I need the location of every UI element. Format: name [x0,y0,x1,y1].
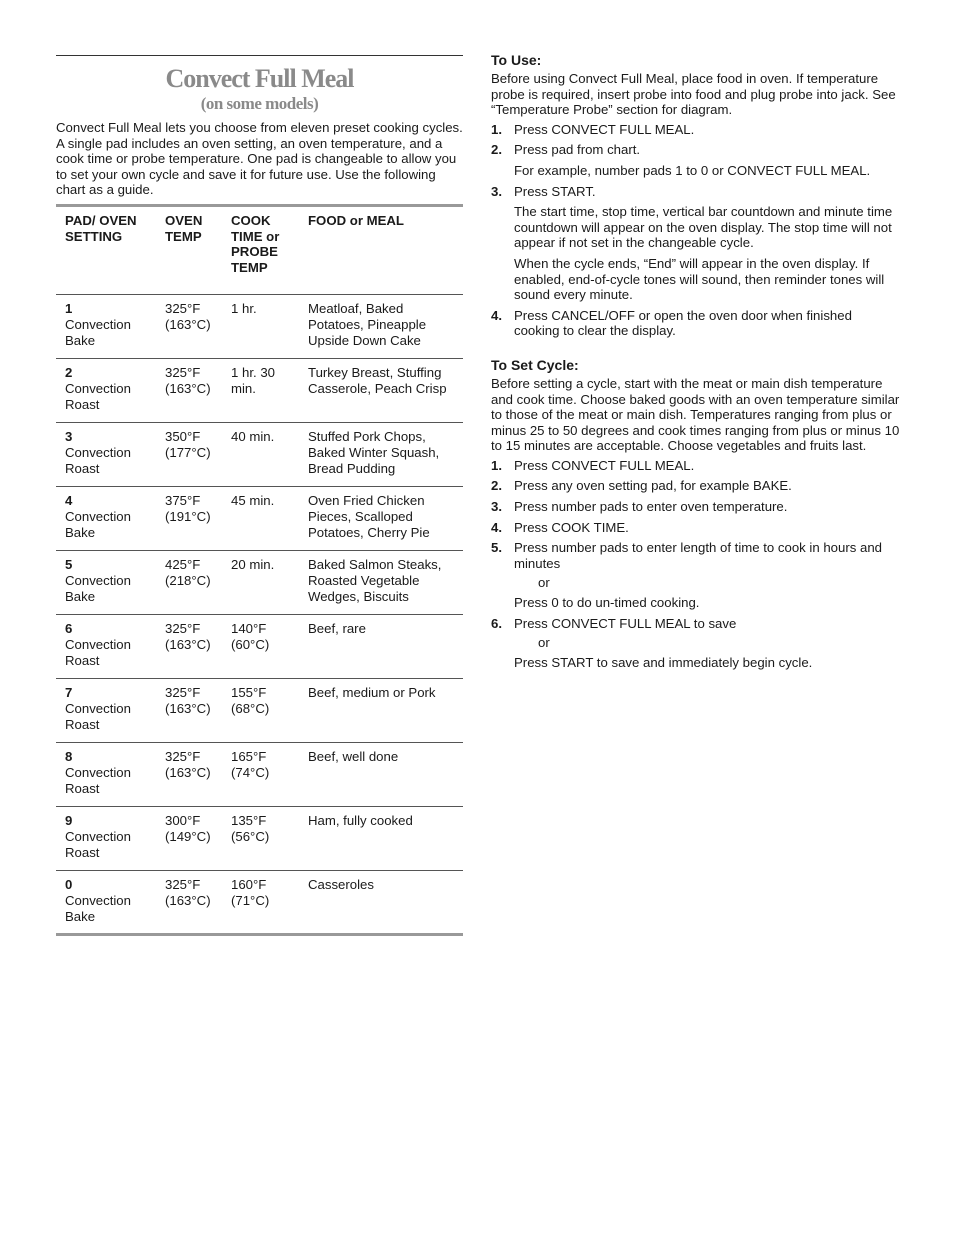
oven-setting: Convection Bake [65,316,131,348]
cell-cook-time: 140°F (60°C) [231,621,270,652]
step-text: Press number pads to enter oven temperature. [514,499,788,515]
step-alt: Press 0 to do un-timed cooking. [514,595,700,611]
cell-oven-temp: 325°F (163°C) [165,301,211,332]
table-row [56,615,463,679]
table-row [56,295,463,359]
cell-oven-temp: 300°F (149°C) [165,813,211,844]
step-note: The start time, stop time, vertical bar countdown and minute time countdown will appear on the oven display. The stop time will not appear if not set in the changeable cycle. [514,204,893,251]
pad-number: 2 [65,365,73,381]
cell-pad-setting [56,615,156,679]
to-set-intro: Before setting a cycle, start with the meat or main dish temperature and cook time. Choose baked goods with an oven temperature similar to those of the meat or main dish. Temperatures ranging from plus or minus 25 to 50 degrees and cook times ranging from plus or minus 10 to 15 minutes are acceptable. Choose vegetables and fruits last. [491,375,900,454]
to-set-heading: To Set Cycle: [491,356,579,373]
header-food: FOOD or MEAL [308,212,404,228]
step-or: or [538,635,550,651]
step-item [491,520,901,536]
oven-setting: Convection Roast [65,700,131,732]
cell-pad-setting [56,551,156,615]
chart-header-row [56,205,463,294]
step-number: 1. [491,457,502,473]
cell-cook-time: 45 min. [231,493,275,509]
cell-oven-temp: 325°F (163°C) [165,749,211,780]
cell-pad-setting [56,743,156,807]
step-number: 4. [491,519,502,535]
step-item [491,122,901,138]
cell-pad-setting [56,871,156,935]
step-number: 3. [491,183,502,199]
pad-number: 9 [65,813,73,829]
table-row [56,551,463,615]
pad-number: 6 [65,621,73,637]
header-cook-time: COOK TIME or PROBE TEMP [231,212,280,275]
oven-setting: Convection Roast [65,380,131,412]
cell-food: Stuffed Pork Chops, Baked Winter Squash, Bread Pudding [308,429,440,476]
cell-oven-temp: 325°F (163°C) [165,685,211,716]
step-number: 2. [491,142,502,158]
step-text: Press any oven setting pad, for example BAKE. [514,478,792,494]
pad-number: 1 [65,301,73,317]
cell-oven-temp: 325°F (163°C) [165,877,211,908]
step-text: Press CONVECT FULL MEAL to save [514,615,737,631]
step-text: Press number pads to enter length of time to cook in hours and minutes [514,540,882,571]
pad-number: 0 [65,877,73,893]
to-use-heading: To Use: [491,52,542,68]
table-row [56,679,463,743]
step-item [491,142,901,178]
table-row [56,807,463,871]
step-number: 4. [491,307,502,323]
step-number: 6. [491,615,502,631]
to-use-steps [491,122,901,339]
oven-setting: Convection Roast [65,764,131,796]
step-item [491,458,901,474]
cell-cook-time: 135°F (56°C) [231,813,270,844]
right-column [491,52,901,675]
cell-food: Oven Fried Chicken Pieces, Scalloped Potatoes, Cherry Pie [308,493,430,540]
cell-food: Meatloaf, Baked Potatoes, Pineapple Upside Down Cake [308,301,427,348]
step-alt: Press START to save and immediately begin cycle. [514,654,813,670]
cell-oven-temp: 375°F (191°C) [165,493,211,524]
step-item [491,478,901,494]
oven-setting: Convection Bake [65,892,131,924]
cell-food: Ham, fully cooked [308,813,413,829]
step-text: Press CONVECT FULL MEAL. [514,457,695,473]
pad-number: 5 [65,557,73,573]
page-title: Convect Full Meal [165,64,354,93]
cell-food: Beef, medium or Pork [308,685,436,701]
cell-food: Baked Salmon Steaks, Roasted Vegetable Wedges, Biscuits [308,557,442,604]
step-item [491,540,901,610]
cell-pad-setting [56,679,156,743]
step-number: 1. [491,121,502,137]
to-use-intro: Before using Convect Full Meal, place food in oven. If temperature probe is required, insert probe into food and plug probe into jack. See “Temperature Probe” section for diagram. [491,71,896,118]
cell-oven-temp: 325°F (163°C) [165,365,211,396]
cell-cook-time: 155°F (68°C) [231,685,270,716]
step-item [491,499,901,515]
intro-paragraph: Convect Full Meal lets you choose from eleven preset cooking cycles. A single pad includes an oven setting, an oven temperature, and a cook time or probe temperature. One pad is changeable to allow you to set your own cycle and save it for future use. Use the following chart as a guide. [56,120,463,198]
cell-food: Beef, well done [308,749,399,765]
step-number: 2. [491,478,502,494]
table-row [56,423,463,487]
cell-pad-setting [56,807,156,871]
oven-setting: Convection Roast [65,828,131,860]
cell-cook-time: 40 min. [231,429,275,445]
pad-number: 4 [65,493,73,509]
table-row [56,359,463,423]
step-item [491,308,901,339]
cell-pad-setting [56,295,156,359]
oven-setting: Convection Roast [65,636,131,668]
step-or: or [538,575,550,591]
table-row [56,871,463,935]
step-number: 5. [491,540,502,556]
cell-pad-setting [56,359,156,423]
cell-food: Turkey Breast, Stuffing Casserole, Peach Crisp [308,365,447,396]
cell-cook-time: 1 hr. [231,301,257,317]
cell-oven-temp: 325°F (163°C) [165,621,211,652]
cell-pad-setting [56,487,156,551]
cell-food: Beef, rare [308,621,366,637]
cell-cook-time: 165°F (74°C) [231,749,270,780]
page-subtitle: (on some models) [200,94,319,113]
left-column [56,55,463,936]
cell-food: Casseroles [308,877,374,893]
step-number: 3. [491,499,502,515]
oven-setting: Convection Bake [65,508,131,540]
pad-number: 8 [65,749,73,765]
step-text: Press CONVECT FULL MEAL. [514,121,695,137]
step-item [491,616,901,671]
step-note: For example, number pads 1 to 0 or CONVECT FULL MEAL. [514,162,871,178]
cell-pad-setting [56,423,156,487]
step-text: Press CANCEL/OFF or open the oven door when finished cooking to clear the display. [514,307,852,339]
to-set-steps [491,458,901,671]
step-note: When the cycle ends, “End” will appear in the oven display. If enabled, end-of-cycle tones will sound, then reminder tones will sound every minute. [514,255,885,303]
cell-cook-time: 20 min. [231,557,275,573]
header-pad-setting: PAD/ OVEN SETTING [65,212,137,244]
oven-setting: Convection Bake [65,572,131,604]
step-text: Press START. [514,183,596,199]
pad-number: 7 [65,685,73,701]
top-rule [56,55,463,56]
table-row [56,487,463,551]
step-text: Press COOK TIME. [514,519,629,535]
oven-setting: Convection Roast [65,444,131,476]
pad-number: 3 [65,429,73,445]
cell-cook-time: 1 hr. 30 min. [231,365,275,396]
header-oven-temp: OVEN TEMP [165,212,203,244]
cell-cook-time: 160°F (71°C) [231,877,270,908]
table-row [56,743,463,807]
step-item [491,184,901,303]
cell-oven-temp: 350°F (177°C) [165,429,211,460]
cooking-chart [56,204,463,936]
cell-oven-temp: 425°F (218°C) [165,557,211,588]
step-text: Press pad from chart. [514,142,641,158]
